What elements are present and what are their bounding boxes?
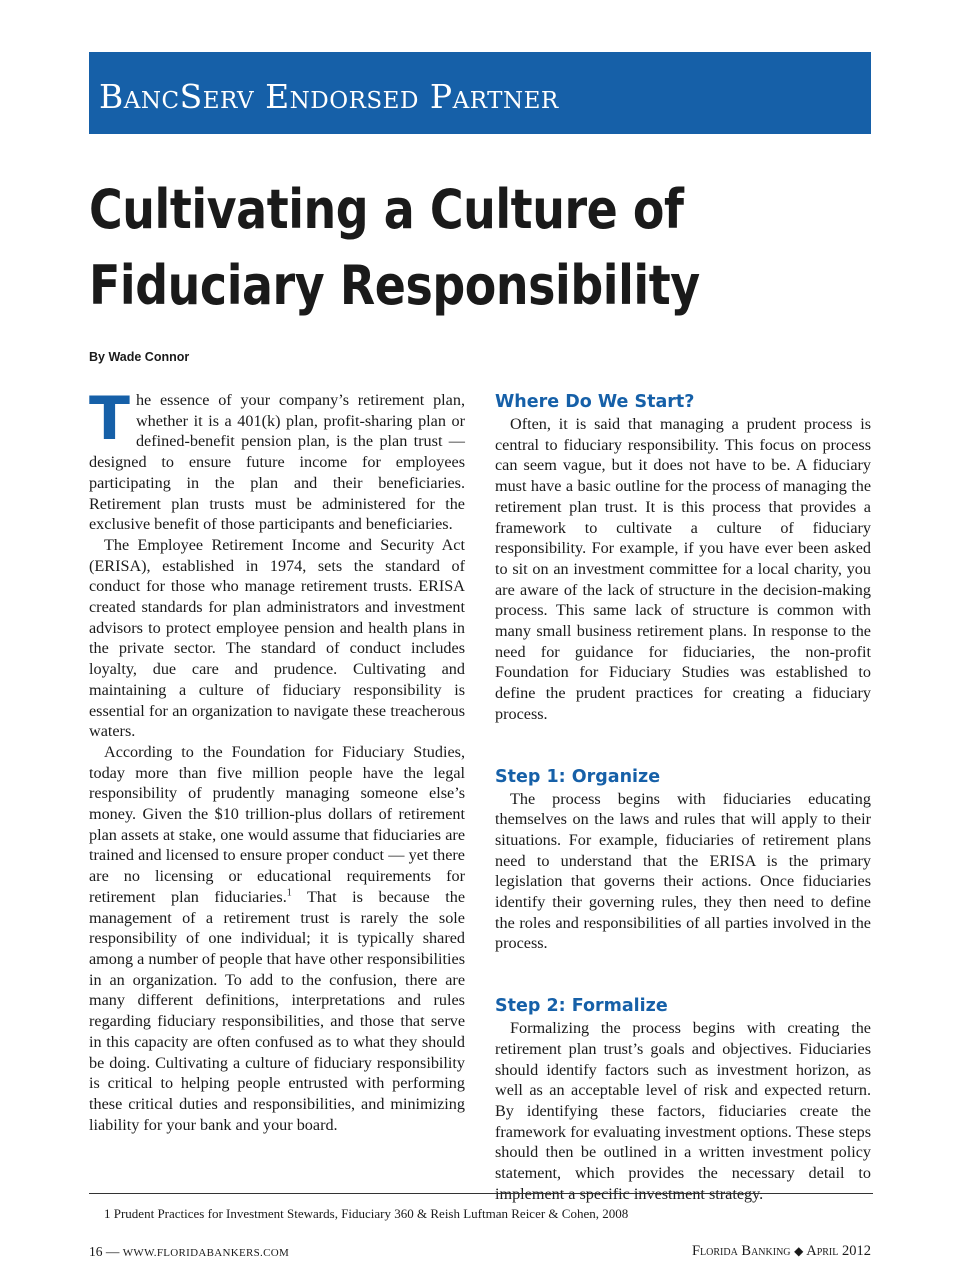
paragraph-2: The Employee Retirement Income and Security Act (ERISA), established in 1974, sets the standard of conduct for those who manage retirement trusts. ERISA created standards for plan administrators and investment advisors to protect employee pension and health plans in the private sector. The standard of conduct includes loyalty, due care and prudence. Cultivating and maintaining a culture of fiduciary responsibility is essential for an organization to navigate these treacherous waters. <box>89 535 465 741</box>
footer-url: WWW.FLORIDABANKERS.COM <box>122 1247 290 1259</box>
banner-title: BancServ Endorsed Partner <box>99 77 559 116</box>
drop-cap: T <box>89 384 130 454</box>
issue-date: April 2012 <box>806 1243 871 1259</box>
footer-left <box>89 1244 289 1260</box>
title-line-1: Cultivating a Culture of <box>89 178 684 241</box>
byline: By Wade Connor <box>89 350 190 364</box>
paragraph-1 <box>89 384 465 535</box>
footer-right <box>692 1243 871 1260</box>
footer-separator: — <box>102 1244 123 1259</box>
section-text-organize: The process begins with fiduciaries educating themselves on the laws and rules that will apply to their situations. For example, fiduciaries of retirement plans need to understand that the ERISA is the primary legislation that governs their actions. Once fiduciaries identify their governing rules, they then need to define the roles and responsibilities of all parties involved in the process. <box>495 789 871 953</box>
publication-name: Florida Banking <box>691 1243 791 1259</box>
paragraph-3-text-b: That is because the management of a retirement trust is rarely the sole responsibility of one individual; it is typically shared among a number of people that have other responsibilities in an organization. To add to the confusion, there are many different definitions, interpretations and rules regarding fiduciary responsibilities, and those that serve in this capacity are often confused as to what they should be doing. Cultivating a culture of fiduciary responsibility is critical to helping people entrusted with performing these critical duties and responsibilities, and minimizing liability for your bank and your board. <box>89 887 466 1134</box>
page-number: 16 <box>89 1244 103 1259</box>
right-column <box>495 390 871 1205</box>
section-heading-formalize: Step 2: Formalize <box>495 996 668 1017</box>
left-column <box>89 384 466 1135</box>
footnote: 1 Prudent Practices for Investment Stewards, Fiduciary 360 & Reish Luftman Reicer & Cohen, 2008 <box>104 1206 629 1221</box>
article-title <box>89 172 769 324</box>
title-line-2: Fiduciary Responsibility <box>89 254 700 317</box>
diamond-icon: ◆ <box>794 1244 804 1258</box>
section-text-formalize: Formalizing the process begins with creating the retirement plan trust’s goals and objectives. Fiduciaries should identify factors such as investment horizon, as well as an acceptable level of risk and expected return. By identifying these factors, fiduciaries create the framework for evaluating investment options. These steps should then be outlined in a written investment policy statement, which provides the necessary detail to implement a specific investment strategy. <box>495 1019 871 1203</box>
paragraph-1-text: he essence of your company’s retirement plan, whether it is a 401(k) plan, profit-sharing plan or defined-benefit pension plan, is the plan trust — designed to ensure future income for employees participating in the plan and their beneficiaries. Retirement plan trusts must be administered for the exclusive benefit of those participants and beneficiaries. <box>89 391 465 534</box>
paragraph-3-text-a: According to the Foundation for Fiduciary Studies, today more than five million people have the legal responsibility of prudently managing someone else’s money. Given the $10 trillion-plus dollars of retirement plan assets at stake, one would assume that fiduciaries are trained and licensed to ensure proper conduct — yet there are no licensing or educational requirements for retirement plan fiduciaries. <box>89 742 465 906</box>
paragraph-3 <box>89 742 465 1135</box>
section-text-where-do-we-start: Often, it is said that managing a prudent process is central to fiduciary responsibility. This focus on process can seem vague, but it does not have to be. A fiduciary must have a basic outline for the process of managing the retirement plan trust. It is this process that provides a framework to cultivate a culture of fiduciary responsibility. For example, if you have ever been asked to sit on an investment committee for a local charity, you are aware of the lack of structure in the decision-making process. This same lack of structure is common with many small business retirement plans. In response to the need for guidance for fiduciaries, the non-profit Foundation for Fiduciary Studies was established to define the prudent practices for creating a fiduciary process. <box>495 415 871 723</box>
section-heading-organize: Step 1: Organize <box>495 766 661 787</box>
footnote-ref: 1 <box>286 887 292 899</box>
section-banner <box>89 52 871 134</box>
section-heading-where-do-we-start: Where Do We Start? <box>495 392 695 412</box>
footnote-divider <box>89 1193 873 1194</box>
